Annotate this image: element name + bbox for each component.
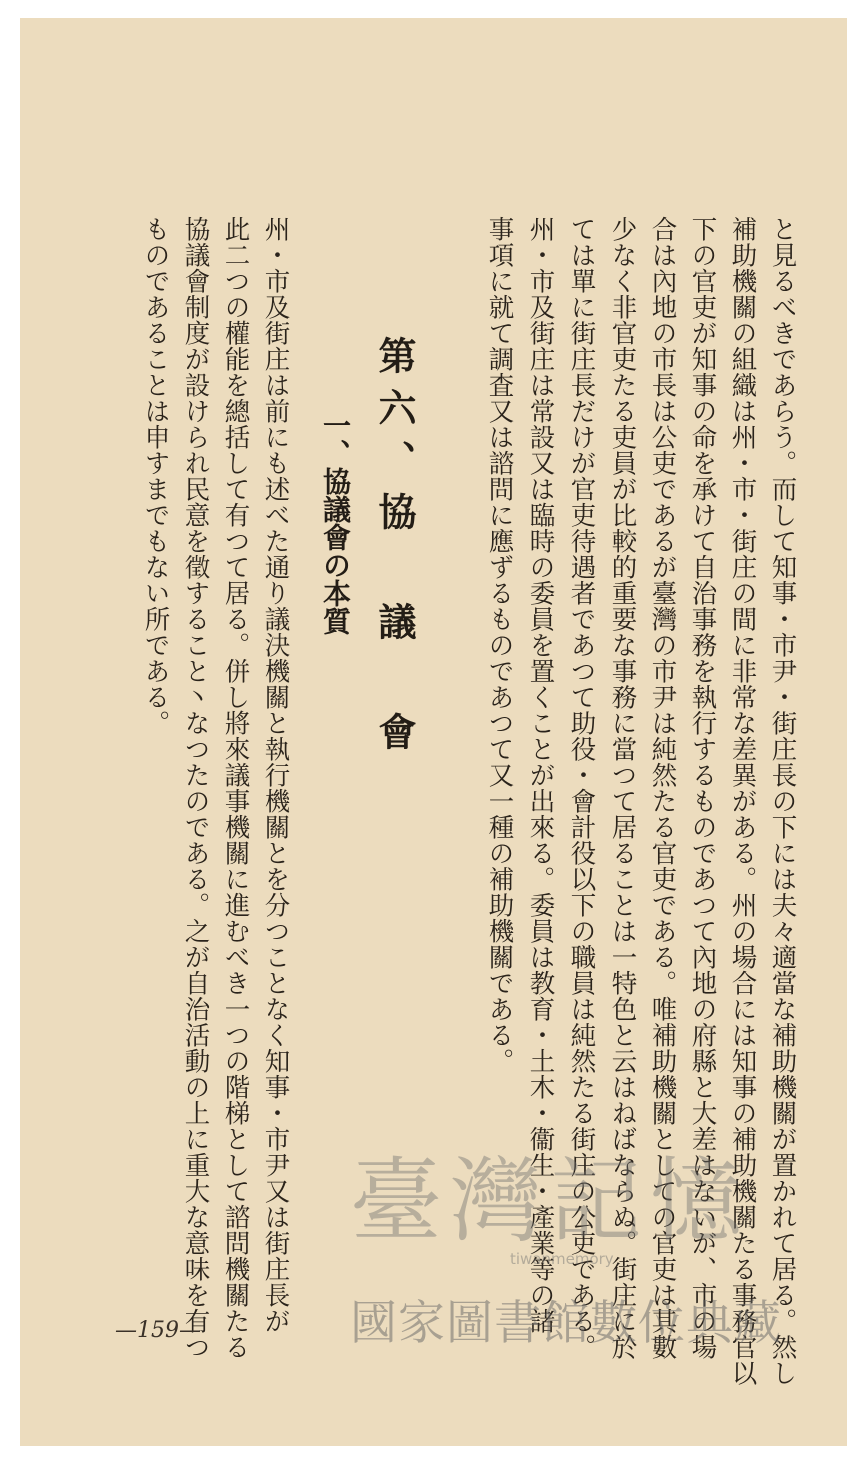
- text-column: ては單に街庄長だけが官吏待遇者であつて助役・會計役以下の職員は純然たる街庄の公吏である。: [566, 216, 597, 1360]
- text-column: ものであることは申すまでもない所である。: [140, 216, 171, 736]
- text-column: と見るべきであらう。而して知事・市尹・街庄長の下には夫々適當な補助機關が置かれて居る。然し: [767, 216, 798, 1386]
- text-column: 協議會制度が設けられ民意を徵すること丶なつたのである。之が自治活動の上に重大な意味を有つ: [180, 216, 211, 1360]
- text-column: 事項に就て調査又は諮問に應ずるものであつて又一種の補助機關である。: [484, 216, 515, 1074]
- text-column: 下の官吏が知事の命を承けて自治事務を執行するものであつて內地の府縣と大差はないが、市の場: [687, 216, 718, 1360]
- watermark-logo: 臺灣記憶: [350, 1148, 751, 1255]
- chapter-heading: 第六、協 議 會: [372, 336, 416, 764]
- text-column: 州・市及街庄は前にも述べた通り議決機關と執行機關とを分つことなく知事・市尹又は街庄長が: [260, 216, 291, 1334]
- text-column: 合は內地の市長は公吏であるが臺灣の市尹は純然たる官吏である。唯補助機關としての官吏は其數: [647, 216, 678, 1360]
- watermark-url: tiwanmemory: [510, 1250, 614, 1268]
- text-column: 州・市及街庄は常設又は臨時の委員を置くことが出來る。委員は教育・土木・衞生・產業等の諸: [525, 216, 556, 1334]
- text-column: 補助機關の組織は州・市・街庄の間に非常な差異がある。州の場合には知事の補助機關たる事務官以: [727, 216, 758, 1386]
- page-number: —159—: [115, 1318, 201, 1343]
- watermark-text: 國家圖書館數位典藏: [350, 1296, 782, 1351]
- text-column: 少なく非官吏たる吏員が比較的重要な事務に當つて居ることは一特色と云はねばならぬ。街庄に於: [607, 216, 638, 1360]
- text-column: 此二つの權能を總括して有つて居る。併し將來議事機關に進むべき一つの階梯として諮問機關たる: [220, 216, 251, 1360]
- section-heading: 一、協議會の本質: [319, 411, 352, 635]
- document-page: [20, 18, 847, 1446]
